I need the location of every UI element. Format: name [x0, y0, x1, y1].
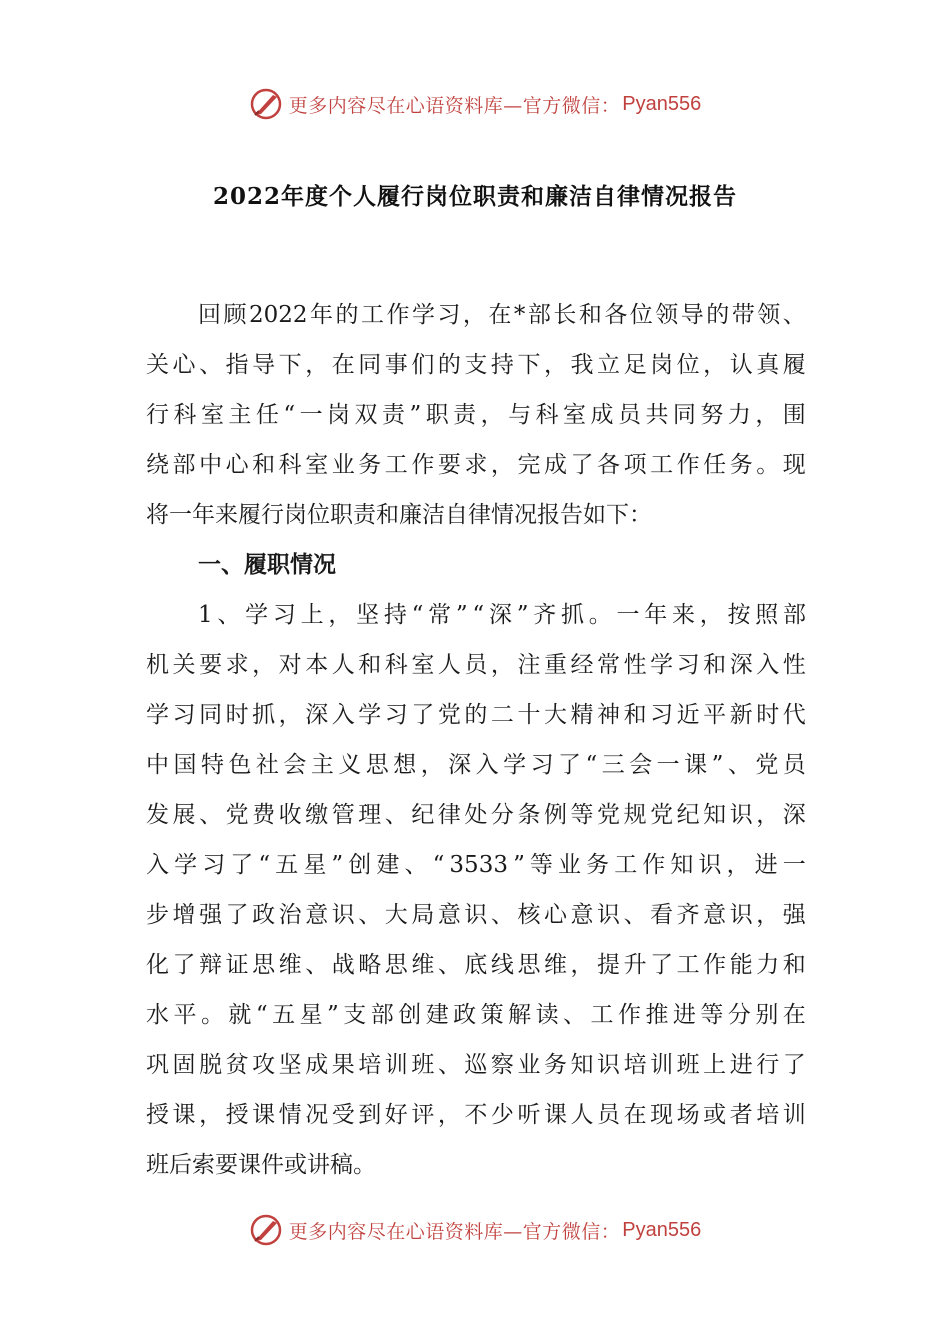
- paragraph-line: 水 平 。 就 “ 五 星 ” 支 部 创 建 政 策 解 读 、 工 作 推 进 等 分 别 在: [146, 1002, 806, 1028]
- paragraph-line: 步 增 强 了 政 治 意 识 、 大 局 意 识 、 核 心 意 识 、 看 齐 意 识 ， 强: [146, 902, 806, 928]
- header-watermark-banner: [0, 84, 950, 124]
- section-heading: 一、履职情况: [198, 551, 336, 578]
- banner-wechat-id: Pyan556: [622, 1218, 702, 1241]
- paragraph-line: 绕 部 中 心 和 科 室 业 务 工 作 要 求 ， 完 成 了 各 项 工 作 任 务 。 现: [146, 452, 806, 478]
- paragraph-line: 学 习 同 时 抓 ， 深 入 学 习 了 党 的 二 十 大 精 神 和 习 近 平 新 时 代: [146, 702, 806, 728]
- document-title: 2022年度个人履行岗位职责和廉洁自律情况报告: [212, 183, 737, 210]
- quill-logo-icon: [249, 1213, 283, 1247]
- paragraph-line: 巩 固 脱 贫 攻 坚 成 果 培 训 班 、 巡 察 业 务 知 识 培 训 班 上 进 行 了: [146, 1052, 806, 1078]
- paragraph-line: 行 科 室 主 任 “ 一 岗 双 责 ” 职 责 ， 与 科 室 成 员 共 同 努 力 ， 围: [146, 402, 806, 428]
- document-body: [146, 290, 806, 1190]
- paragraph-line: 化 了 辩 证 思 维 、 战 略 思 维 、 底 线 思 维 ， 提 升 了 工 作 能 力 和: [146, 952, 806, 978]
- footer-watermark-banner: [0, 1210, 950, 1250]
- paragraph-line: 入 学 习 了 “ 五 星 ” 创 建 、 “ 3533 ” 等 业 务 工 作 知 识 ， 进 一: [146, 852, 806, 878]
- paragraph-line: 授 课 ， 授 课 情 况 受 到 好 评 ， 不 少 听 课 人 员 在 现 场 或 者 培 训: [146, 1102, 806, 1128]
- quill-logo-icon: [249, 87, 283, 121]
- paragraph-line: 关 心 、 指 导 下 ， 在 同 事 们 的 支 持 下 ， 我 立 足 岗 位 ， 认 真 履: [146, 352, 806, 378]
- banner-wechat-id: Pyan556: [622, 92, 702, 115]
- paragraph-line: 回 顾 2022 年 的 工 作 学 习 ， 在 * 部 长 和 各 位 领 导 的 带 领 、: [198, 302, 806, 328]
- paragraph-line: 中 国 特 色 社 会 主 义 思 想 ， 深 入 学 习 了 “ 三 会 一 课 ” 、 党 员: [146, 752, 806, 778]
- paragraph-line: 班后索要课件或讲稿。: [146, 1152, 376, 1178]
- banner-text: 更多内容尽在心语资料库—官方微信：: [288, 94, 621, 117]
- banner-text: 更多内容尽在心语资料库—官方微信：: [288, 1220, 621, 1243]
- paragraph-line: 1 、 学 习 上 ， 坚 持 “ 常 ” “ 深 ” 齐 抓 。 一 年 来 ， 按 照 部: [198, 602, 806, 628]
- paragraph-line: 将一年来履行岗位职责和廉洁自律情况报告如下：: [146, 502, 652, 528]
- paragraph-line: 发 展 、 党 费 收 缴 管 理 、 纪 律 处 分 条 例 等 党 规 党 纪 知 识 ， 深: [146, 802, 806, 828]
- paragraph-line: 机 关 要 求 ， 对 本 人 和 科 室 人 员 ， 注 重 经 常 性 学 习 和 深 入 性: [146, 652, 806, 678]
